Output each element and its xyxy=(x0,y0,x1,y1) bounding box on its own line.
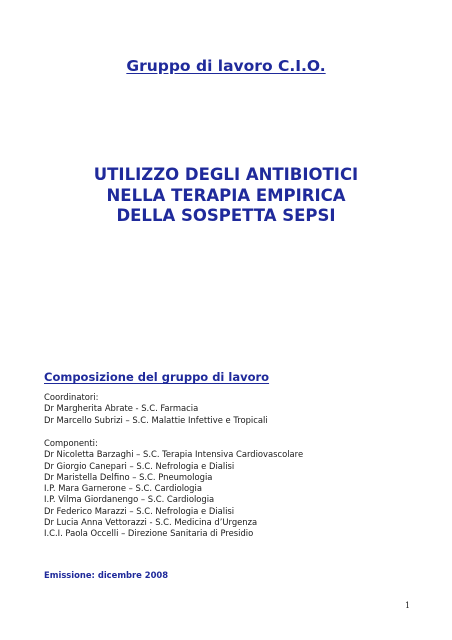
components-label: Componenti: xyxy=(44,438,98,448)
page-number: 1 xyxy=(405,601,411,610)
title-line: UTILIZZO DEGLI ANTIBIOTICI xyxy=(93,165,359,184)
component-entry: Dr Nicoletta Barzaghi – S.C. Terapia Intensiva Cardiovascolare xyxy=(44,449,304,460)
coordinators-label: Coordinatori: xyxy=(44,392,99,402)
coordinators-section xyxy=(44,392,268,426)
component-entry: Dr Lucia Anna Vettorazzi - S.C. Medicina d’Urgenza xyxy=(44,517,258,528)
composition-heading: Composizione del gruppo di lavoro xyxy=(44,370,270,384)
document-title xyxy=(0,165,452,227)
title-line: NELLA TERAPIA EMPIRICA xyxy=(106,185,346,205)
component-entry: I.C.I. Paola Occelli – Direzione Sanitaria di Presidio xyxy=(44,528,254,539)
coordinator-entry: Dr Marcello Subrizi – S.C. Malattie Infettive e Tropicali xyxy=(44,414,268,425)
coordinator-entry: Dr Margherita Abrate - S.C. Farmacia xyxy=(44,403,199,414)
component-entry: I.P. Mara Garnerone – S.C. Cardiologia xyxy=(44,483,202,494)
component-entry: Dr Federico Marazzi – S.C. Nefrologia e Dialisi xyxy=(44,505,235,516)
group-title: Gruppo di lavoro C.I.O. xyxy=(126,57,326,75)
component-entry: I.P. Vilma Giordanengo – S.C. Cardiologia xyxy=(44,494,215,505)
component-entry: Dr Giorgio Canepari – S.C. Nefrologia e Dialisi xyxy=(44,460,235,471)
emission-date: Emissione: dicembre 2008 xyxy=(44,570,169,580)
title-line: DELLA SOSPETTA SEPSI xyxy=(116,206,336,225)
component-entry: Dr Maristella Delfino – S.C. Pneumologia xyxy=(44,471,213,482)
components-section xyxy=(44,438,303,540)
